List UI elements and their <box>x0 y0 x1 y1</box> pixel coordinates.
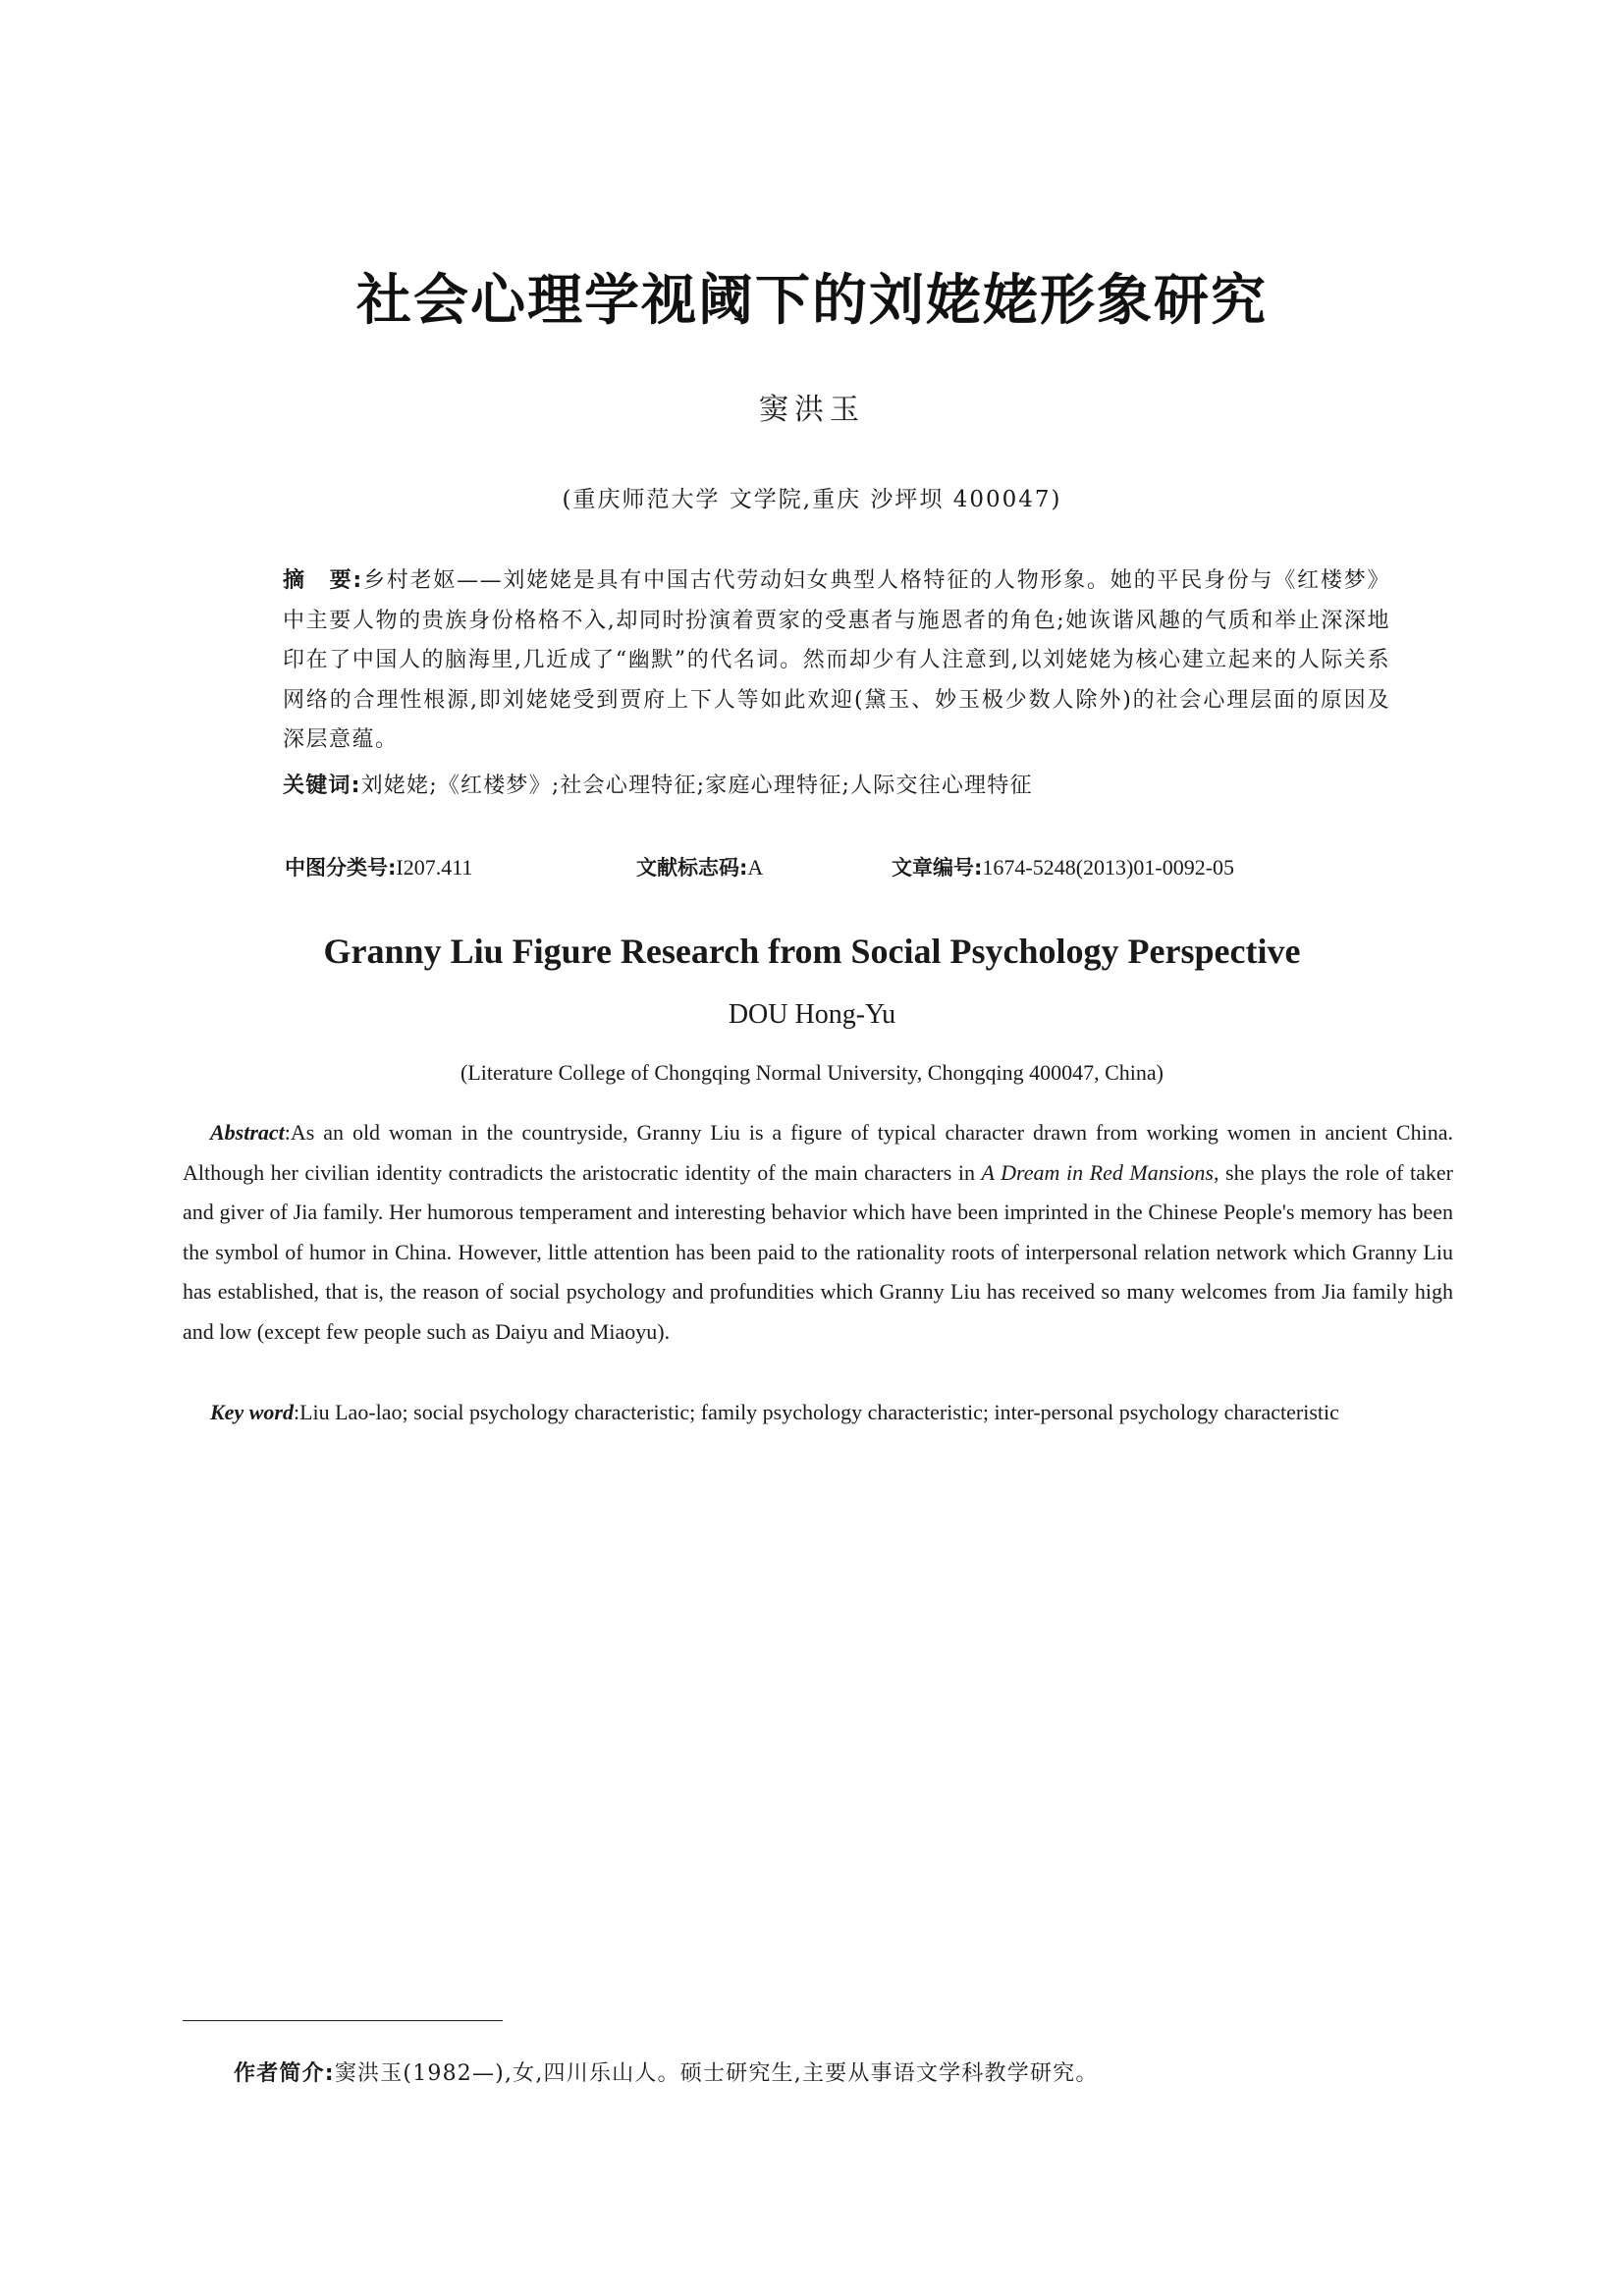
article-number <box>892 852 1234 881</box>
clc-number <box>285 852 472 881</box>
english-author: DOU Hong-Yu <box>728 999 896 1030</box>
clc-value: I207.411 <box>396 855 473 880</box>
chinese-title: 社会心理学视阈下的刘姥姥形象研究 <box>356 269 1268 333</box>
chinese-abstract-text: 乡村老妪——刘姥姥是具有中国古代劳动妇女典型人格特征的人物形象。她的平民身份与《红楼梦》中主要人物的贵族身份格格不入,却同时扮演着贾家的受惠者与施恩者的角色;她诙谐风趣的气质和举止深深地印在了中国人的脑海里,几近成了“幽默”的代名词。然而却少有人注意到,以刘姥姥为核心建立起来的人际关系网络的合理性根源,即刘姥姥受到贾府上下人等如此欢迎(黛玉、妙玉极少数人除外)的社会心理层面的原因及深层意蕴。 <box>283 568 1390 752</box>
english-abstract-text-1: :As an old woman in the countryside, Granny Liu is a figure of typical character drawn from working women in ancient China. Although her civilian identity contradicts the aristocratic identity of the main characters in <box>183 1120 1453 1185</box>
english-title: Granny Liu Figure Research from Social Psychology Perspective <box>323 932 1301 971</box>
article-number-label: 文章编号: <box>892 856 983 880</box>
english-affiliation: (Literature College of Chongqing Normal University, Chongqing 400047, China) <box>460 1060 1164 1085</box>
footnote-text: 窦洪玉(1982—),女,四川乐山人。硕士研究生,主要从事语文学科教学研究。 <box>334 2061 1099 2086</box>
document-code-label: 文献标志码: <box>636 856 748 880</box>
article-number-value: 1674-5248(2013)01-0092-05 <box>982 855 1235 880</box>
english-abstract-text-2: , she plays the role of taker and giver of Jia family. Her humorous temperament and interesting behavior which have been imprinted in the Chinese People's memory has been the symbol of humor in China. However, little attention has been paid to the rationality roots of interpersonal relation network which Granny Liu has established, that is, the reason of social psychology and profundities which Granny Liu has received so many welcomes from Jia family high and low (except few people such as Daiyu and Miaoyu). <box>183 1159 1454 1344</box>
english-abstract-label: Abstract <box>210 1120 285 1145</box>
author-footnote <box>234 2056 1099 2087</box>
document-code-value: A <box>747 855 764 880</box>
chinese-keywords-label: 关键词: <box>283 774 361 798</box>
english-keywords-label: Key word <box>210 1400 294 1424</box>
english-keywords <box>183 1393 1453 1433</box>
chinese-keywords <box>283 769 1390 799</box>
chinese-keywords-text: 刘姥姥;《红楼梦》;社会心理特征;家庭心理特征;人际交往心理特征 <box>360 774 1033 798</box>
chinese-abstract <box>283 561 1390 761</box>
chinese-abstract-label: 摘 要: <box>283 568 363 593</box>
book-title: A Dream in Red Mansions <box>981 1159 1214 1185</box>
clc-label: 中图分类号: <box>285 856 397 880</box>
english-keywords-text: :Liu Lao-lao; social psychology characteristic; family psychology characteristic; inter-personal psychology characteristic <box>293 1400 1339 1424</box>
footnote-label: 作者简介: <box>234 2061 335 2086</box>
footnote-divider <box>183 2020 503 2021</box>
document-code <box>636 852 763 881</box>
chinese-author: 窦洪玉 <box>759 393 865 427</box>
english-abstract <box>183 1113 1453 1352</box>
chinese-affiliation: (重庆师范大学 文学院,重庆 沙坪坝 400047) <box>562 487 1062 512</box>
